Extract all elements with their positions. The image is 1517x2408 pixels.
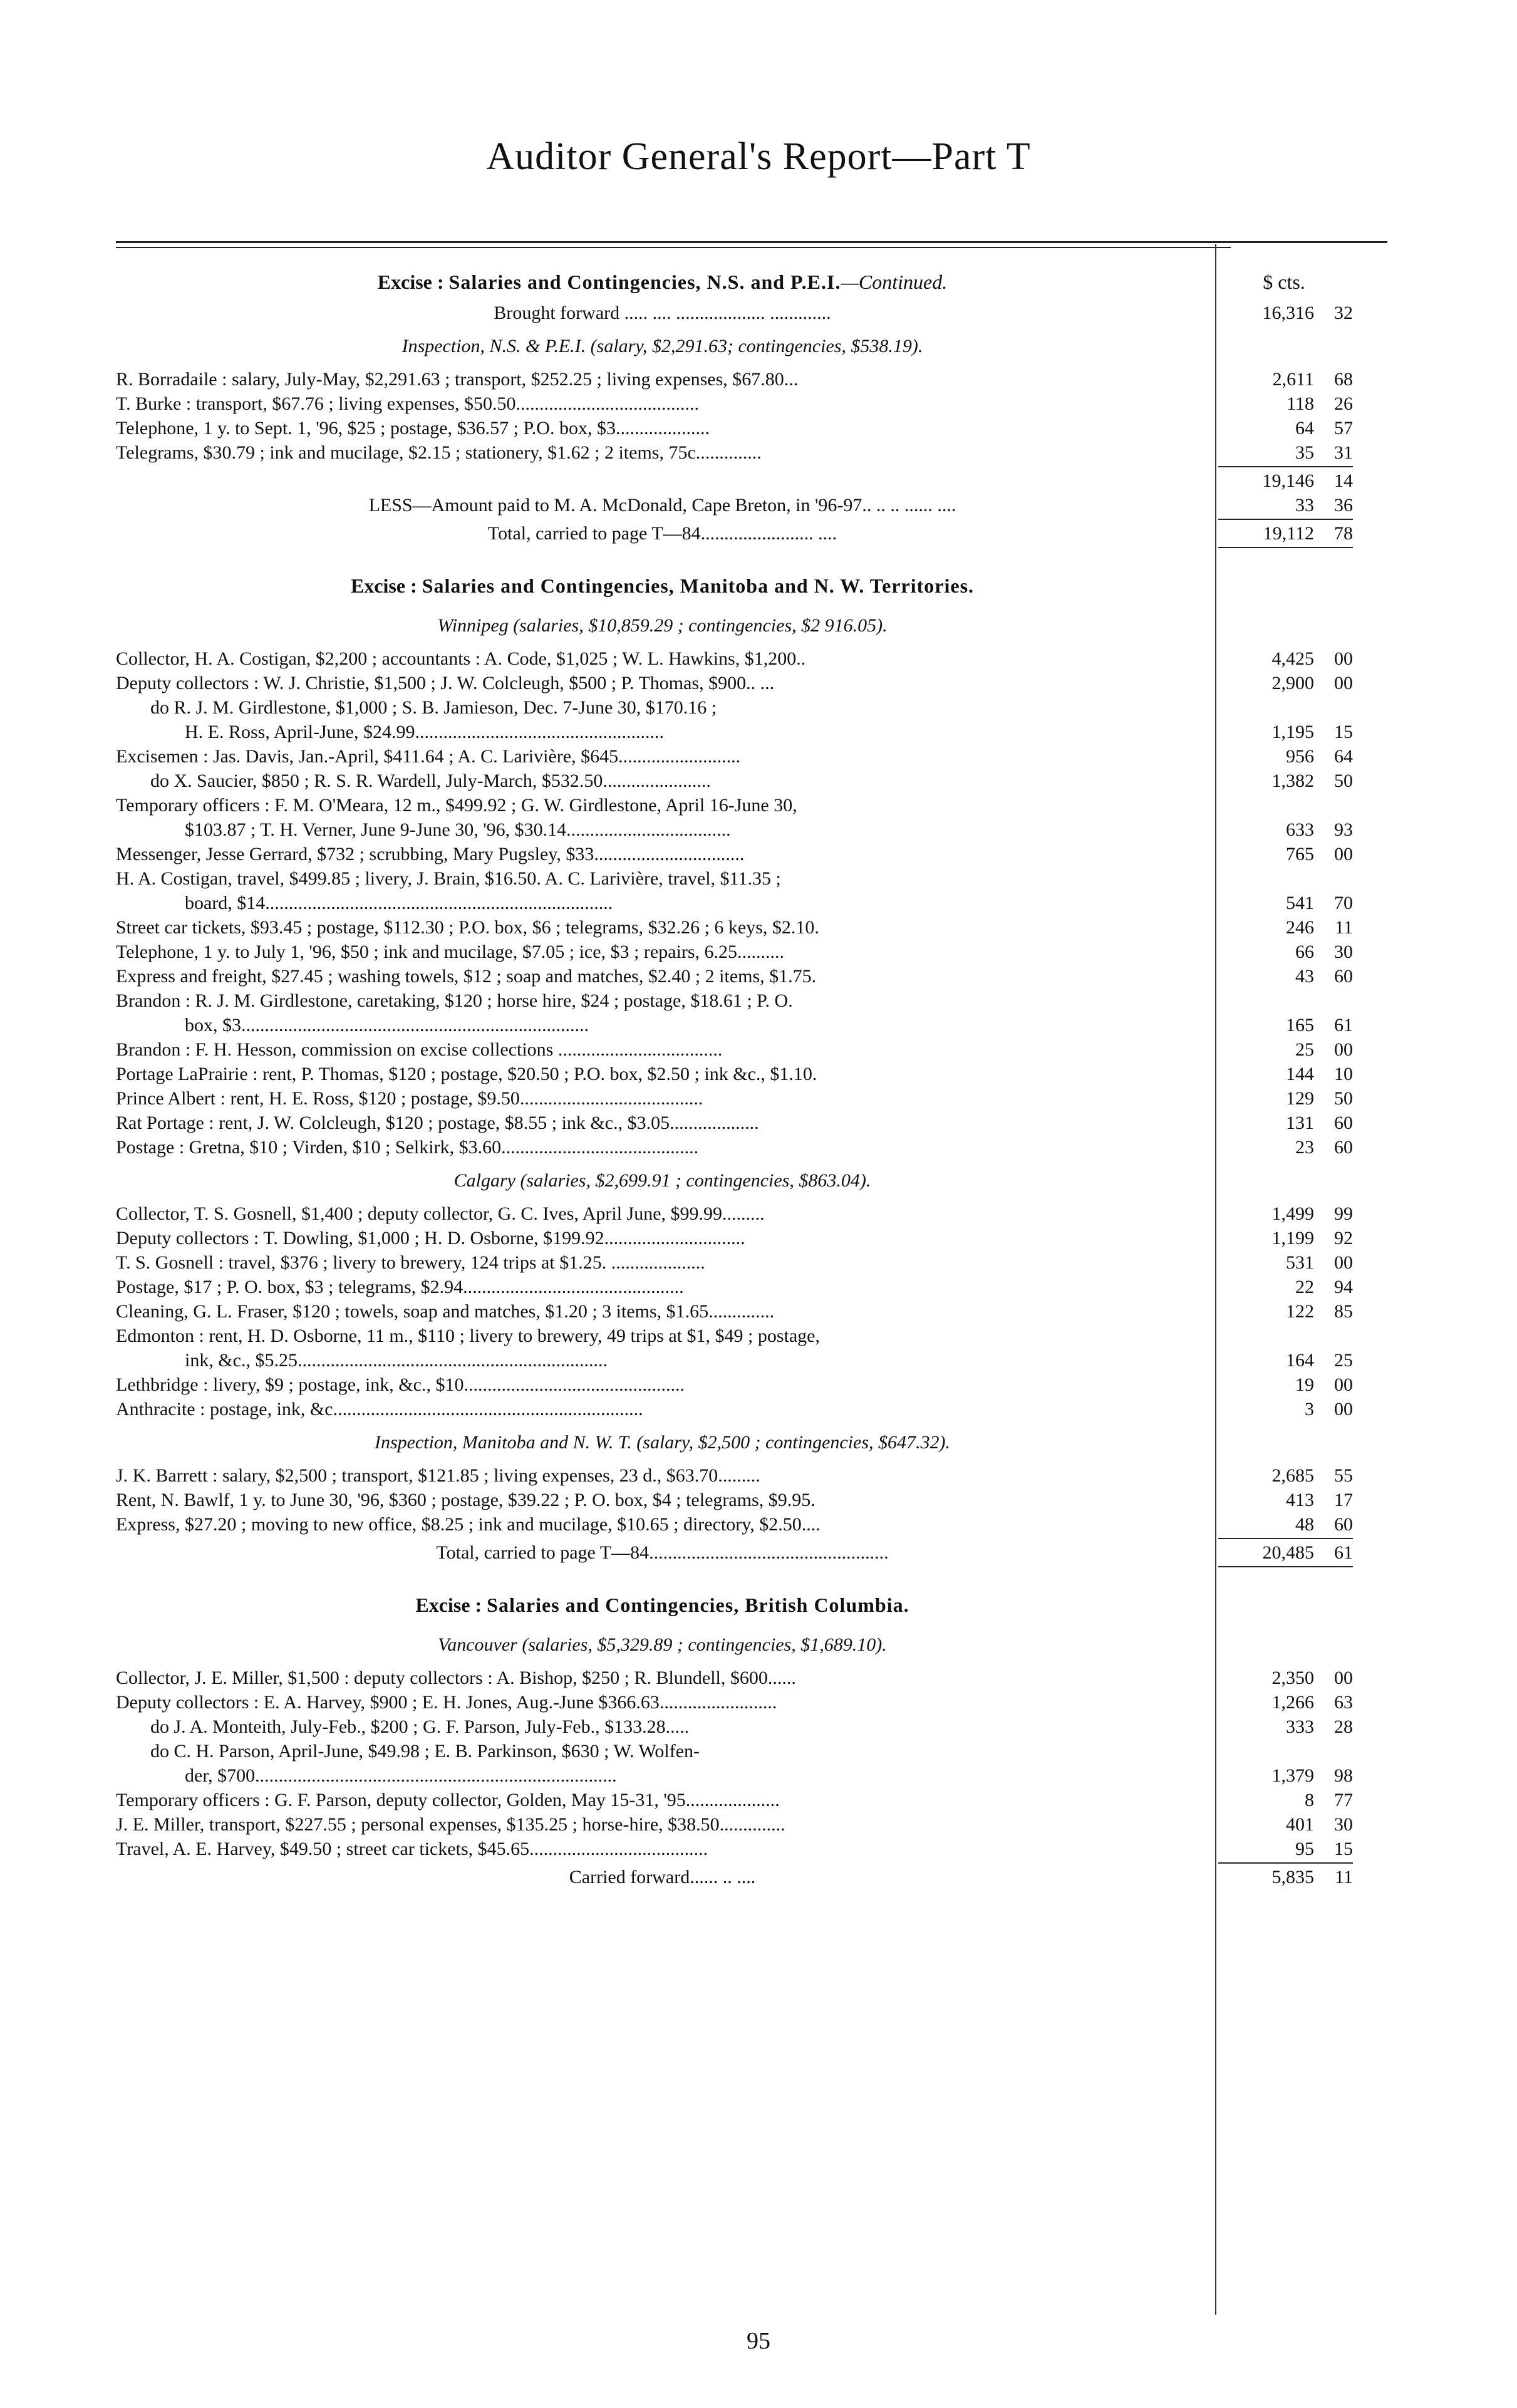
row-amount <box>1215 817 1353 842</box>
row-description: box, $3.......................................................................... <box>185 1015 589 1035</box>
ledger-row <box>116 1463 1387 1488</box>
row-amount <box>1215 469 1353 493</box>
row-amount <box>1215 1488 1353 1512</box>
ledger-row <box>116 1250 1387 1275</box>
row-amount <box>1215 1397 1353 1421</box>
ledger-row <box>116 769 1387 793</box>
ledger-row <box>116 1690 1387 1715</box>
amount-cents: 11 <box>1335 1867 1353 1887</box>
amount-dollars: 2,611 <box>1272 369 1314 390</box>
row-description: Express and freight, $27.45 ; washing towels, $12 ; soap and matches, $2.40 ; 2 items, $1.75. <box>116 966 817 987</box>
row-amount <box>1215 1837 1353 1861</box>
amount-dollars: 633 <box>1286 819 1314 840</box>
row-description: T. S. Gosnell : travel, $376 ; livery to brewery, 124 trips at $1.25. .................... <box>116 1252 705 1273</box>
ledger-row <box>116 301 1387 325</box>
amount-dollars: 5,835 <box>1271 1867 1314 1887</box>
heading-prefix: Excise : <box>350 574 417 597</box>
ledger-row <box>116 1837 1387 1861</box>
section-heading-text <box>116 567 1209 605</box>
row-description: do J. A. Monteith, July-Feb., $200 ; G. F. Parson, July-Feb., $133.28..... <box>150 1716 690 1737</box>
amount-cents: 98 <box>1334 1765 1353 1786</box>
row-amount <box>1215 416 1353 440</box>
amount-dollars: 1,195 <box>1271 722 1314 742</box>
row-amount <box>1215 1540 1353 1565</box>
amount-cents: 60 <box>1334 1113 1353 1133</box>
section-gap <box>116 1569 1387 1586</box>
row-description: Edmonton : rent, H. D. Osborne, 11 m., $110 ; livery to brewery, 49 trips at $1, $49 ; postage, <box>116 1326 820 1346</box>
ledger-body <box>116 263 1387 1889</box>
row-description: Telephone, 1 y. to July 1, '96, $50 ; ink and mucilage, $7.05 ; ice, $3 ; repairs, 6.25.......... <box>116 942 785 962</box>
spacer <box>116 605 1387 613</box>
subsection-heading <box>116 334 1387 358</box>
row-description: Messenger, Jesse Gerrard, $732 ; scrubbing, Mary Pugsley, $33................................ <box>116 844 745 864</box>
spacer <box>116 1193 1387 1201</box>
amount-dollars: 4,425 <box>1271 648 1314 669</box>
ledger-row <box>116 1062 1387 1086</box>
amount-dollars: 956 <box>1286 746 1314 767</box>
row-description: Telephone, 1 y. to Sept. 1, '96, $25 ; postage, $36.57 ; P.O. box, $3.................... <box>116 418 710 439</box>
row-amount <box>1215 1865 1353 1889</box>
sum-rule <box>116 1565 1387 1569</box>
amount-cents: 93 <box>1334 819 1353 840</box>
section-heading-text <box>116 263 1209 301</box>
row-description: $103.87 ; T. H. Verner, June 9-June 30, '96, $30.14................................... <box>185 819 731 840</box>
row-description: Inspection, Manitoba and N. W. T. (salary, $2,500 ; contingencies, $647.32). <box>374 1432 951 1453</box>
row-description: der, $700............................................................................. <box>185 1765 617 1786</box>
ledger-row <box>116 646 1387 671</box>
amount-dollars: 66 <box>1295 942 1314 962</box>
ledger-row <box>116 671 1387 695</box>
ledger-row <box>116 1488 1387 1512</box>
row-description: Deputy collectors : T. Dowling, $1,000 ; H. D. Osborne, $199.92.............................. <box>116 1228 745 1248</box>
ledger-row <box>116 1324 1387 1348</box>
amount-cents: 50 <box>1334 771 1353 791</box>
amount-cents: 00 <box>1334 673 1353 693</box>
amount-cents: 60 <box>1334 966 1353 987</box>
row-description: Portage LaPrairie : rent, P. Thomas, $120 ; postage, $20.50 ; P.O. box, $2.50 ; ink &c., $1.10. <box>116 1064 817 1084</box>
amount-cents: 68 <box>1334 369 1353 390</box>
row-amount <box>1215 1348 1353 1373</box>
row-description: Temporary officers : G. F. Parson, deputy collector, Golden, May 15-31, '95.................... <box>116 1790 780 1810</box>
ledger-section <box>116 567 1387 1569</box>
row-amount <box>1215 367 1353 392</box>
sum-rule <box>116 546 1387 549</box>
section-heading <box>116 1586 1387 1624</box>
amount-dollars: 118 <box>1287 393 1314 414</box>
top-rule <box>116 241 1387 243</box>
amount-cents: 00 <box>1334 648 1353 669</box>
row-amount <box>1215 521 1353 546</box>
amount-cents: 32 <box>1334 303 1353 323</box>
row-description: Cleaning, G. L. Fraser, $120 ; towels, soap and matches, $1.20 ; 3 items, $1.65.............. <box>116 1301 775 1322</box>
amount-cents: 00 <box>1334 1399 1353 1419</box>
spacer <box>116 325 1387 334</box>
row-description: Telegrams, $30.79 ; ink and mucilage, $2.15 ; stationery, $1.62 ; 2 items, 75c.............. <box>116 442 762 463</box>
heading-title: Salaries and Contingencies, N.S. and P.E.I. <box>448 271 841 293</box>
row-amount <box>1215 769 1353 793</box>
amount-cents: 77 <box>1334 1790 1353 1810</box>
amount-cents: 00 <box>1334 1252 1353 1273</box>
ledger-row <box>116 1226 1387 1250</box>
section-heading-text <box>116 1586 1209 1624</box>
amount-cents: 94 <box>1334 1277 1353 1297</box>
ledger-row <box>116 1373 1387 1397</box>
row-amount <box>1215 720 1353 744</box>
amount-dollars: 23 <box>1295 1137 1314 1158</box>
ledger-row <box>116 1512 1387 1537</box>
row-description: Street car tickets, $93.45 ; postage, $112.30 ; P.O. box, $6 ; telegrams, $32.26 ; 6 keys, $2.10. <box>116 917 819 938</box>
amount-cents: 57 <box>1334 418 1353 439</box>
ledger-row <box>116 793 1387 817</box>
spacer <box>116 1421 1387 1430</box>
section-heading <box>116 567 1387 605</box>
row-description: Prince Albert : rent, H. E. Ross, $120 ; postage, $9.50....................................... <box>116 1088 703 1109</box>
row-description: J. K. Barrett : salary, $2,500 ; transport, $121.85 ; living expenses, 23 d., $63.70......... <box>116 1465 760 1486</box>
row-description: Brandon : R. J. M. Girdlestone, caretaking, $120 ; horse hire, $24 ; postage, $18.61 ; P. O. <box>116 990 793 1011</box>
amount-dollars: 131 <box>1286 1113 1314 1133</box>
amount-cents: 99 <box>1334 1203 1353 1224</box>
amount-dollars: 1,199 <box>1271 1228 1314 1248</box>
ledger-row <box>116 1037 1387 1062</box>
row-description: Vancouver (salaries, $5,329.89 ; contingencies, $1,689.10). <box>438 1634 887 1655</box>
spacer <box>116 638 1387 646</box>
second-rule <box>116 247 1231 248</box>
amount-cents: 30 <box>1334 1814 1353 1835</box>
amount-cents: 00 <box>1334 844 1353 864</box>
amount-cents: 00 <box>1334 1668 1353 1688</box>
ledger-row <box>116 915 1387 940</box>
row-amount <box>1215 964 1353 989</box>
row-amount <box>1215 1037 1353 1062</box>
amount-cents: 55 <box>1334 1465 1353 1486</box>
row-amount <box>1215 493 1353 517</box>
ledger-row <box>116 1715 1387 1739</box>
amount-dollars: 246 <box>1286 917 1314 938</box>
row-amount <box>1215 1512 1353 1537</box>
row-description: Temporary officers : F. M. O'Meara, 12 m., $499.92 ; G. W. Girdlestone, April 16-June 30, <box>116 795 797 816</box>
row-description: R. Borradaile : salary, July-May, $2,291.63 ; transport, $252.25 ; living expenses, $67.80... <box>116 369 799 390</box>
row-amount <box>1215 1226 1353 1250</box>
amount-dollars: 19,146 <box>1262 470 1314 491</box>
row-description: do R. J. M. Girdlestone, $1,000 ; S. B. Jamieson, Dec. 7-June 30, $170.16 ; <box>150 697 717 718</box>
row-description: Deputy collectors : W. J. Christie, $1,500 ; J. W. Colcleugh, $500 ; P. Thomas, $900.. ... <box>116 673 775 693</box>
amount-dollars: 1,382 <box>1271 771 1314 791</box>
amount-dollars: 95 <box>1295 1839 1314 1859</box>
row-amount <box>1215 1111 1353 1135</box>
row-description: Carried forward...... .. .... <box>569 1867 756 1887</box>
ledger-row <box>116 1086 1387 1111</box>
amount-cents: 14 <box>1334 470 1353 491</box>
ledger-row <box>116 1013 1387 1037</box>
amount-dollars: 541 <box>1286 893 1314 913</box>
ledger-row <box>116 817 1387 842</box>
row-amount <box>1215 1013 1353 1037</box>
ledger-row <box>116 1540 1387 1565</box>
amount-cents: 50 <box>1334 1088 1353 1109</box>
row-description: Winnipeg (salaries, $10,859.29 ; contingencies, $2 916.05). <box>437 615 888 636</box>
subsection-heading <box>116 1632 1387 1657</box>
ledger-row <box>116 842 1387 866</box>
ledger-row <box>116 866 1387 891</box>
amount-dollars: 765 <box>1286 844 1314 864</box>
amount-dollars: 22 <box>1295 1277 1314 1297</box>
row-description: Collector, J. E. Miller, $1,500 : deputy collectors : A. Bishop, $250 ; R. Blundell, $600...... <box>116 1668 796 1688</box>
row-amount <box>1215 1086 1353 1111</box>
amount-cents: 31 <box>1334 442 1353 463</box>
ledger-row <box>116 1739 1387 1763</box>
row-description: LESS—Amount paid to M. A. McDonald, Cape Breton, in '96-97.. .. .. ...... .... <box>368 495 956 516</box>
ledger-section <box>116 263 1387 549</box>
row-description: H. E. Ross, April-June, $24.99..................................................... <box>185 722 664 742</box>
amount-cents: 64 <box>1334 746 1353 767</box>
row-description: Lethbridge : livery, $9 ; postage, ink, &c., $10............................................... <box>116 1374 685 1395</box>
ledger-row <box>116 416 1387 440</box>
amount-dollars: 2,350 <box>1271 1668 1314 1688</box>
ledger-row <box>116 720 1387 744</box>
ledger-section <box>116 1586 1387 1889</box>
subsection-heading <box>116 1168 1387 1193</box>
row-amount <box>1215 915 1353 940</box>
ledger-row <box>116 1812 1387 1837</box>
amount-dollars: 64 <box>1295 418 1314 439</box>
row-description: J. E. Miller, transport, $227.55 ; personal expenses, $135.25 ; horse-hire, $38.50.............. <box>116 1814 785 1835</box>
amount-dollars: 19 <box>1295 1374 1314 1395</box>
row-description: Rat Portage : rent, J. W. Colcleugh, $120 ; postage, $8.55 ; ink &c., $3.05................... <box>116 1113 759 1133</box>
row-amount <box>1215 392 1353 416</box>
ledger-row <box>116 940 1387 964</box>
amount-dollars: 16,316 <box>1262 303 1314 323</box>
amount-cents: 10 <box>1334 1064 1353 1084</box>
row-description: Inspection, N.S. & P.E.I. (salary, $2,291.63; contingencies, $538.19). <box>401 336 923 356</box>
row-amount <box>1215 1135 1353 1160</box>
ledger-row <box>116 1788 1387 1812</box>
row-description: H. A. Costigan, travel, $499.85 ; livery, J. Brain, $16.50. A. C. Larivière, travel, $11.35 ; <box>116 868 781 889</box>
amount-cents: 11 <box>1335 917 1353 938</box>
amount-cents: 15 <box>1334 1839 1353 1859</box>
spacer <box>116 1160 1387 1168</box>
column-header-dollars-cents: $ cts. <box>1263 271 1305 293</box>
amount-dollars: 164 <box>1286 1350 1314 1371</box>
row-amount <box>1215 646 1353 671</box>
heading-prefix: Excise : <box>377 271 444 293</box>
amount-dollars: 35 <box>1295 442 1314 463</box>
heading-prefix: Excise : <box>415 1594 482 1616</box>
ledger-row <box>116 440 1387 465</box>
subsection-heading <box>116 613 1387 638</box>
subsection-heading <box>116 1430 1387 1455</box>
header-rules <box>116 241 1387 248</box>
ledger-row <box>116 695 1387 720</box>
row-amount <box>1215 1299 1353 1324</box>
row-description: Excisemen : Jas. Davis, Jan.-April, $411.64 ; A. C. Larivière, $645.......................... <box>116 746 741 767</box>
row-amount <box>1215 1690 1353 1715</box>
amount-cents: 00 <box>1334 1374 1353 1395</box>
amount-dollars: 25 <box>1295 1039 1314 1060</box>
amount-dollars: 333 <box>1286 1716 1314 1737</box>
row-description: Brandon : F. H. Hesson, commission on excise collections ................................... <box>116 1039 723 1060</box>
amount-cents: 63 <box>1334 1692 1353 1713</box>
amount-cents: 78 <box>1334 523 1353 544</box>
section-gap <box>116 549 1387 567</box>
row-amount <box>1215 440 1353 465</box>
amount-dollars: 401 <box>1286 1814 1314 1835</box>
amount-dollars: 2,900 <box>1271 673 1314 693</box>
row-description: Brought forward ..... .... ................... ............. <box>494 303 831 323</box>
ledger-row <box>116 1111 1387 1135</box>
amount-dollars: 2,685 <box>1271 1465 1314 1486</box>
ledger-row <box>116 367 1387 392</box>
row-description: Postage : Gretna, $10 ; Virden, $10 ; Selkirk, $3.60.......................................... <box>116 1137 699 1158</box>
row-description: Travel, A. E. Harvey, $49.50 ; street car tickets, $45.65...................................... <box>116 1839 708 1859</box>
row-amount <box>1215 940 1353 964</box>
row-amount <box>1215 301 1353 325</box>
amount-dollars: 19,112 <box>1263 523 1314 544</box>
row-amount <box>1215 1201 1353 1226</box>
amount-dollars: 129 <box>1286 1088 1314 1109</box>
amount-cents: 28 <box>1334 1716 1353 1737</box>
amount-cents: 26 <box>1334 393 1353 414</box>
row-amount <box>1215 1715 1353 1739</box>
amount-dollars: 33 <box>1295 495 1314 516</box>
amount-cents: 60 <box>1334 1514 1353 1535</box>
ledger-row <box>116 1201 1387 1226</box>
amount-cents: 70 <box>1334 893 1353 913</box>
row-description: do C. H. Parson, April-June, $49.98 ; E. B. Parkinson, $630 ; W. Wolfen- <box>150 1741 700 1762</box>
row-amount <box>1215 1250 1353 1275</box>
ledger-row <box>116 521 1387 546</box>
ledger-row <box>116 1275 1387 1299</box>
ledger-row <box>116 1666 1387 1690</box>
amount-dollars: 48 <box>1295 1514 1314 1535</box>
ledger-row <box>116 964 1387 989</box>
amount-dollars: 43 <box>1295 966 1314 987</box>
heading-title: Salaries and Contingencies, Manitoba and N. W. Territories. <box>422 574 975 597</box>
amount-cents: 92 <box>1334 1228 1353 1248</box>
row-amount <box>1215 1062 1353 1086</box>
amount-cents: 61 <box>1334 1542 1353 1563</box>
row-amount <box>1215 1463 1353 1488</box>
row-amount <box>1215 671 1353 695</box>
amount-dollars: 3 <box>1305 1399 1314 1419</box>
ledger-row <box>116 493 1387 517</box>
row-description: do X. Saucier, $850 ; R. S. R. Wardell, July-March, $532.50....................... <box>150 771 711 791</box>
page-title: Auditor General's Report—Part T <box>486 135 1031 178</box>
amount-dollars: 165 <box>1286 1015 1314 1035</box>
page-number: 95 <box>747 2328 770 2354</box>
amount-dollars: 20,485 <box>1262 1542 1314 1563</box>
row-description: Anthracite : postage, ink, &c.................................................................. <box>116 1399 643 1419</box>
row-description: Total, carried to page T—84................................................... <box>436 1542 889 1563</box>
section-heading <box>116 263 1387 301</box>
ledger-row <box>116 1348 1387 1373</box>
amount-cents: 25 <box>1334 1350 1353 1371</box>
heading-title: Salaries and Contingencies, British Columbia. <box>487 1594 909 1616</box>
row-description: board, $14.......................................................................... <box>185 893 613 913</box>
amount-cents: 85 <box>1334 1301 1353 1322</box>
row-description: Collector, T. S. Gosnell, $1,400 ; deputy collector, G. C. Ives, April June, $99.99......... <box>116 1203 765 1224</box>
spacer <box>116 1455 1387 1463</box>
amount-cents: 17 <box>1334 1490 1353 1510</box>
amount-cents: 15 <box>1334 722 1353 742</box>
amount-dollars: 122 <box>1286 1301 1314 1322</box>
row-amount <box>1215 744 1353 769</box>
ledger-row <box>116 392 1387 416</box>
spacer <box>116 1657 1387 1666</box>
row-amount <box>1215 1666 1353 1690</box>
ledger-row <box>116 1397 1387 1421</box>
amount-dollars: 144 <box>1286 1064 1314 1084</box>
row-amount <box>1215 1275 1353 1299</box>
row-description: Collector, H. A. Costigan, $2,200 ; accountants : A. Code, $1,025 ; W. L. Hawkins, $1,200.. <box>116 648 806 669</box>
spacer <box>116 1624 1387 1632</box>
row-amount <box>1215 891 1353 915</box>
row-amount <box>1215 1763 1353 1788</box>
amount-cents: 61 <box>1334 1015 1353 1035</box>
amount-dollars: 413 <box>1286 1490 1314 1510</box>
row-description: T. Burke : transport, $67.76 ; living expenses, $50.50....................................... <box>116 393 700 414</box>
ledger-row <box>116 469 1387 493</box>
amount-cents: 60 <box>1334 1137 1353 1158</box>
ledger-row <box>116 744 1387 769</box>
amount-cents: 30 <box>1334 942 1353 962</box>
row-description: Postage, $17 ; P. O. box, $3 ; telegrams, $2.94............................................... <box>116 1277 684 1297</box>
ledger-row <box>116 1135 1387 1160</box>
row-amount <box>1215 1373 1353 1397</box>
amount-dollars: 1,266 <box>1271 1692 1314 1713</box>
row-description: Total, carried to page T—84........................ .... <box>487 523 837 544</box>
row-description: Express, $27.20 ; moving to new office, $8.25 ; ink and mucilage, $10.65 ; directory, $2.50.... <box>116 1514 821 1535</box>
ledger-row <box>116 891 1387 915</box>
amount-cents: 36 <box>1334 495 1353 516</box>
row-description: Deputy collectors : E. A. Harvey, $900 ; E. H. Jones, Aug.-June $366.63......................... <box>116 1692 777 1713</box>
row-description: Calgary (salaries, $2,699.91 ; contingencies, $863.04). <box>453 1170 871 1191</box>
ledger-row <box>116 1865 1387 1889</box>
amount-dollars: 1,499 <box>1271 1203 1314 1224</box>
amount-dollars: 531 <box>1286 1252 1314 1273</box>
row-amount <box>1215 1788 1353 1812</box>
amount-cents: 00 <box>1334 1039 1353 1060</box>
ledger-row <box>116 989 1387 1013</box>
row-amount <box>1215 1812 1353 1837</box>
amount-dollars: 1,379 <box>1271 1765 1314 1786</box>
spacer <box>116 358 1387 367</box>
row-description: ink, &c., $5.25.................................................................. <box>185 1350 608 1371</box>
ledger-row <box>116 1763 1387 1788</box>
row-amount <box>1215 842 1353 866</box>
heading-suffix: —Continued. <box>841 271 948 293</box>
ledger-row <box>116 1299 1387 1324</box>
row-description: Rent, N. Bawlf, 1 y. to June 30, '96, $360 ; postage, $39.22 ; P. O. box, $4 ; telegrams, $9.95. <box>116 1490 815 1510</box>
amount-dollars: 8 <box>1305 1790 1314 1810</box>
